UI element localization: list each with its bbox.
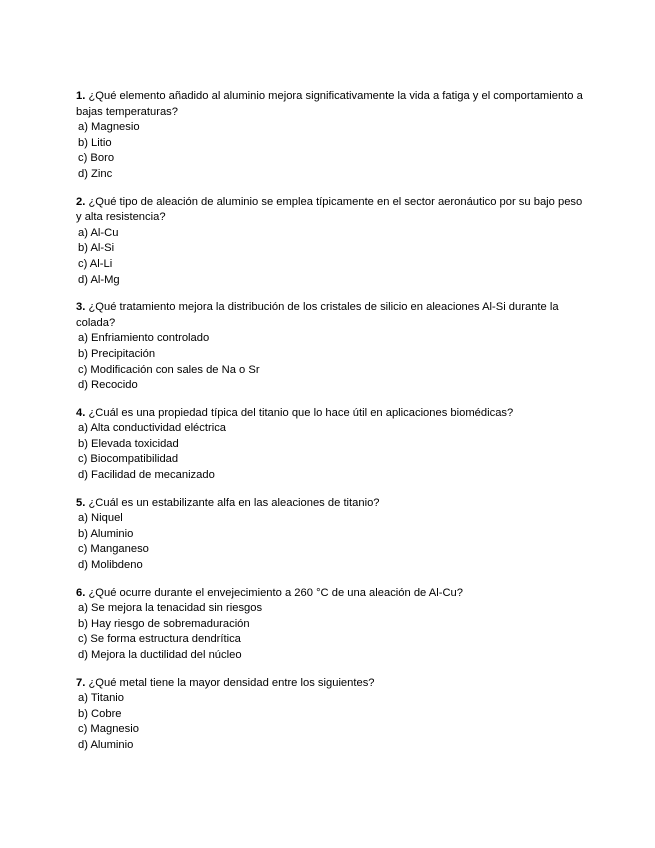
option-c: c) Al-Li — [78, 257, 113, 270]
question-7 — [76, 676, 586, 754]
option-list — [76, 691, 586, 753]
option-d: d) Recocido — [78, 379, 138, 392]
option-a: a) Titanio — [78, 692, 125, 705]
question-prompt: ¿Qué ocurre durante el envejecimiento a 260 °C de una aleación de Al-Cu? — [88, 586, 463, 599]
question-number: 1. — [76, 90, 86, 102]
question-number: 5. — [76, 496, 86, 509]
question-prompt: ¿Cuál es una propiedad típica del titanio que lo hace útil en aplicaciones biomédicas? — [88, 406, 514, 419]
option-b: b) Litio — [78, 136, 112, 149]
option-list — [76, 511, 586, 573]
question-text — [76, 195, 586, 226]
option-list — [76, 421, 586, 483]
option-b: b) Aluminio — [78, 527, 134, 540]
question-number: 2. — [76, 195, 86, 208]
option-a: a) Al-Cu — [78, 226, 119, 239]
question-text — [76, 586, 586, 602]
question-prompt: ¿Cuál es un estabilizante alfa en las aleaciones de titanio? — [88, 496, 380, 509]
question-4 — [76, 406, 586, 484]
option-list — [76, 601, 586, 663]
option-a: a) Magnesio — [78, 121, 140, 134]
option-c: c) Se forma estructura dendrítica — [78, 633, 241, 646]
option-b: b) Elevada toxicidad — [78, 437, 179, 450]
option-c: c) Boro — [78, 152, 115, 165]
option-list — [76, 120, 586, 182]
question-6 — [76, 586, 586, 664]
question-3 — [76, 300, 586, 394]
option-c: c) Biocompatibilidad — [78, 453, 179, 466]
option-d: d) Al-Mg — [78, 273, 120, 286]
question-prompt: ¿Qué tipo de aleación de aluminio se emplea típicamente en el sector aeronáutico por su bajo peso y alta resistencia? — [76, 195, 583, 224]
question-prompt: ¿Qué metal tiene la mayor densidad entre los siguientes? — [88, 676, 375, 689]
option-d: d) Zinc — [78, 167, 113, 180]
option-a: a) Alta conductividad eléctrica — [78, 422, 227, 435]
question-2 — [76, 195, 586, 289]
question-number: 4. — [76, 406, 86, 419]
option-c: c) Manganeso — [78, 543, 149, 556]
question-prompt: ¿Qué tratamiento mejora la distribución de los cristales de silicio en aleaciones Al-Si durante la colada? — [76, 301, 559, 329]
option-a: a) Niquel — [78, 512, 123, 525]
question-number: 3. — [76, 301, 86, 314]
question-text — [76, 300, 586, 331]
option-d: d) Mejora la ductilidad del núcleo — [78, 649, 242, 661]
question-number: 7. — [76, 676, 86, 689]
question-1 — [76, 89, 586, 183]
question-text — [76, 89, 586, 120]
option-list — [76, 331, 586, 393]
option-list — [76, 226, 586, 288]
option-d: d) Molibdeno — [78, 559, 143, 572]
option-b: b) Al-Si — [78, 242, 115, 255]
option-d: d) Facilidad de mecanizado — [78, 469, 215, 482]
option-c: c) Magnesio — [78, 723, 139, 736]
question-list — [76, 89, 586, 766]
option-a: a) Enfriamiento controlado — [78, 332, 210, 345]
option-b: b) Cobre — [78, 707, 122, 720]
option-b: b) Hay riesgo de sobremaduración — [78, 617, 250, 630]
question-text — [76, 676, 586, 692]
option-b: b) Precipitación — [78, 347, 156, 360]
question-5 — [76, 496, 586, 574]
option-a: a) Se mejora la tenacidad sin riesgos — [78, 602, 263, 615]
option-d: d) Aluminio — [78, 738, 134, 751]
question-number: 6. — [76, 586, 86, 599]
question-text — [76, 406, 586, 422]
question-text — [76, 496, 586, 512]
question-prompt: ¿Qué elemento añadido al aluminio mejora significativamente la vida a fatiga y el comportamiento a bajas temperaturas? — [76, 90, 583, 118]
option-c: c) Modificación con sales de Na o Sr — [78, 363, 260, 376]
